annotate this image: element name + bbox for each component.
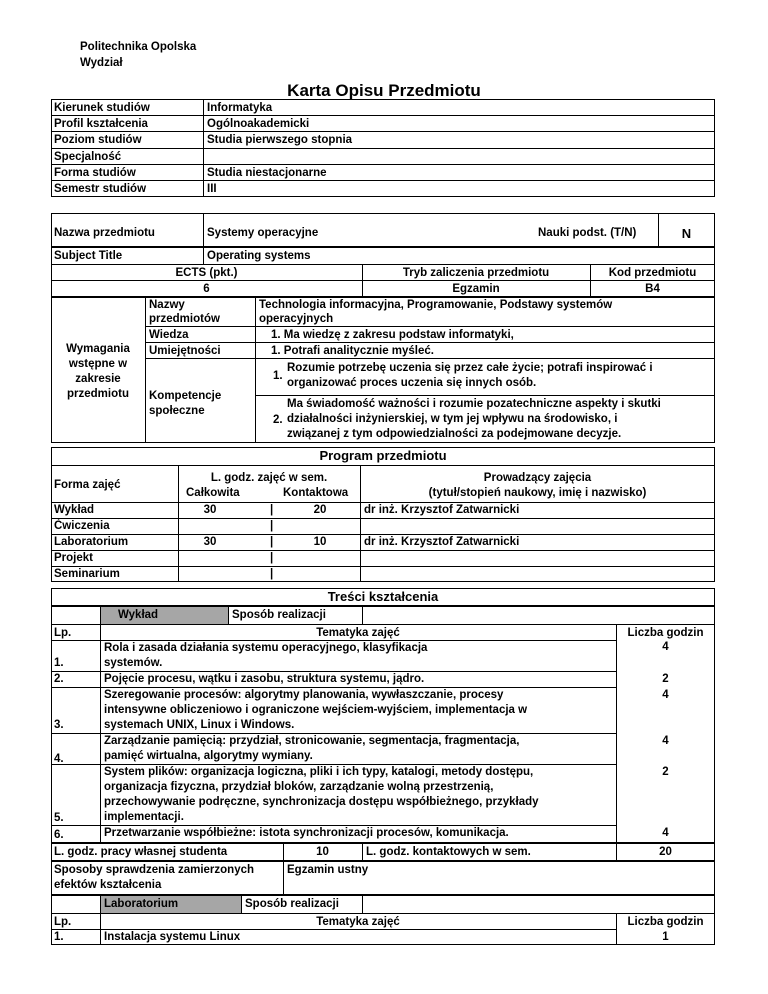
form-contact: 20 bbox=[313, 504, 327, 516]
form-name: Seminarium bbox=[54, 568, 120, 580]
nazwy-label: przedmiotów bbox=[149, 313, 220, 325]
topic-text: implementacji. bbox=[104, 811, 184, 823]
topic-text: intensywne obliczeniowo i ograniczone wejściem-wyjściem, implementacja w bbox=[104, 704, 528, 716]
topic-text: organizacja fizyczna, przydział bloków, zarządzanie wolną przestrzenią, bbox=[104, 781, 494, 793]
wlasna-label: L. godz. pracy własnej studenta bbox=[54, 846, 228, 858]
form-name: Laboratorium bbox=[54, 536, 129, 548]
separator: | bbox=[270, 536, 274, 548]
tryb-value: Egzamin bbox=[452, 283, 500, 295]
wlasna-value: 10 bbox=[316, 846, 329, 858]
tryb-label: Tryb zaliczenia przedmiotu bbox=[402, 267, 550, 279]
form-teacher: dr inż. Krzysztof Zatwarnicki bbox=[364, 536, 520, 548]
university-name: Politechnika Opolska bbox=[80, 41, 197, 53]
page-title: Karta Opisu Przedmiotu bbox=[287, 81, 481, 100]
course-name-label: Nazwa przedmiotu bbox=[54, 227, 155, 239]
form-name: Wykład bbox=[54, 504, 95, 516]
course-name: Systemy operacyjne bbox=[207, 227, 319, 239]
subject-title: Operating systems bbox=[207, 250, 311, 262]
lab-sposob-header: Sposób realizacji bbox=[245, 898, 339, 910]
lab-topic-hours: 1 bbox=[662, 931, 669, 943]
prowadzacy-sub: (tytuł/stopień naukowy, imię i nazwisko) bbox=[428, 487, 647, 499]
nauki-value: N bbox=[681, 226, 692, 241]
hours-label: L. godz. zajęć w sem. bbox=[210, 472, 328, 484]
info-label: Forma studiów bbox=[54, 167, 136, 179]
nazwy-value: Technologia informacyjna, Programowanie, Podstawy systemów bbox=[259, 299, 613, 311]
topic-num: 4. bbox=[54, 753, 64, 765]
info-value: Studia pierwszego stopnia bbox=[207, 134, 353, 146]
komp-num: 2. bbox=[273, 414, 283, 426]
kod-label: Kod przedmiotu bbox=[608, 267, 697, 279]
ects-value: 6 bbox=[203, 283, 210, 295]
forma-label: Forma zajęć bbox=[54, 479, 121, 491]
lab-topic-text: Instalacja systemu Linux bbox=[104, 931, 241, 943]
calkowita-label: Całkowita bbox=[186, 487, 240, 499]
kompetencje-label: Kompetencje bbox=[149, 390, 222, 402]
form-teacher: dr inż. Krzysztof Zatwarnicki bbox=[364, 504, 520, 516]
ects-label: ECTS (pkt.) bbox=[175, 267, 238, 279]
umiejetnosci-value: 1. Potrafi analitycznie myśleć. bbox=[271, 345, 434, 357]
prereq-label: przedmiotu bbox=[67, 388, 129, 400]
sposoby-value: Egzamin ustny bbox=[287, 864, 369, 876]
prowadzacy-label: Prowadzący zajęcia bbox=[483, 472, 592, 484]
nazwy-label: Nazwy bbox=[149, 299, 185, 311]
topic-num: 3. bbox=[54, 719, 64, 731]
sposob-header: Sposób realizacji bbox=[232, 609, 326, 621]
kompetencje-label: społeczne bbox=[149, 405, 205, 417]
liczba-header: Liczba godzin bbox=[627, 627, 704, 639]
topic-hours: 4 bbox=[662, 689, 669, 701]
prereq-label: wstępne w bbox=[68, 358, 128, 370]
topic-text: Zarządzanie pamięcią: przydział, stronicowanie, segmentacja, fragmentacja, bbox=[104, 735, 520, 747]
faculty-label: Wydział bbox=[80, 57, 123, 69]
komp-value: Rozumie potrzebę uczenia się przez całe życie; potrafi inspirować i bbox=[287, 362, 653, 374]
info-label: Profil kształcenia bbox=[54, 118, 148, 130]
komp-value: Ma świadomość ważności i rozumie pozatechniczne aspekty i skutki bbox=[287, 398, 661, 410]
topic-text: Szeregowanie procesów: algorytmy planowania, wywłaszczanie, procesy bbox=[104, 689, 504, 701]
wiedza-label: Wiedza bbox=[149, 329, 189, 341]
separator: | bbox=[270, 520, 274, 532]
sposoby-label: Sposoby sprawdzenia zamierzonych bbox=[54, 864, 255, 876]
nauki-label: Nauki podst. (T/N) bbox=[538, 227, 637, 239]
separator: | bbox=[270, 504, 274, 516]
wyklad-header: Wykład bbox=[118, 609, 159, 621]
lab-tematyka-header: Tematyka zajęć bbox=[316, 916, 400, 928]
separator: | bbox=[270, 568, 274, 580]
wiedza-value: 1. Ma wiedzę z zakresu podstaw informatyki, bbox=[271, 329, 514, 341]
info-label: Specjalność bbox=[54, 151, 122, 163]
topic-hours: 4 bbox=[662, 827, 669, 839]
topic-num: 1. bbox=[54, 657, 64, 669]
lab-lp-header: Lp. bbox=[54, 916, 72, 928]
topic-hours: 2 bbox=[662, 673, 669, 685]
kod-value: B4 bbox=[645, 283, 660, 295]
form-total: 30 bbox=[203, 536, 217, 548]
subject-title-label: Subject Title bbox=[54, 250, 123, 262]
info-value: Studia niestacjonarne bbox=[207, 167, 327, 179]
lab-header: Laboratorium bbox=[104, 898, 179, 910]
lp-header: Lp. bbox=[54, 627, 72, 639]
form-name: Projekt bbox=[54, 552, 93, 564]
info-label: Kierunek studiów bbox=[54, 102, 150, 114]
prereq-label: Wymagania bbox=[66, 343, 130, 355]
topic-text: systemów. bbox=[104, 657, 163, 669]
nazwy-value: operacyjnych bbox=[259, 313, 334, 325]
lab-liczba-header: Liczba godzin bbox=[627, 916, 704, 928]
prereq-label: zakresie bbox=[75, 373, 121, 385]
topic-hours: 2 bbox=[662, 766, 669, 778]
form-contact: 10 bbox=[313, 536, 327, 548]
separator: | bbox=[270, 552, 274, 564]
topic-hours: 4 bbox=[662, 641, 669, 653]
sposoby-label: efektów kształcenia bbox=[54, 879, 162, 891]
kontaktowa-label: Kontaktowa bbox=[283, 487, 349, 499]
umiejetnosci-label: Umiejętności bbox=[149, 345, 221, 357]
info-label: Poziom studiów bbox=[54, 134, 142, 146]
topic-num: 6. bbox=[54, 829, 64, 841]
topic-hours: 4 bbox=[662, 735, 669, 747]
topic-text: Przetwarzanie współbieżne: istota synchronizacji procesów, komunikacja. bbox=[104, 827, 509, 839]
kontakt-value: 20 bbox=[659, 846, 672, 858]
komp-value: organizować proces uczenia się innych osób. bbox=[287, 377, 537, 389]
topic-num: 2. bbox=[54, 673, 64, 685]
topic-text: pamięć wirtualna, algorytmy wymiany. bbox=[104, 750, 313, 762]
form-total: 30 bbox=[203, 504, 217, 516]
kontakt-label: L. godz. kontaktowych w sem. bbox=[366, 846, 531, 858]
komp-value: związanej z tym odpowiedzialności za podejmowane decyzje. bbox=[287, 428, 622, 440]
info-label: Semestr studiów bbox=[54, 183, 147, 195]
topic-text: Pojęcie procesu, wątku i zasobu, struktura systemu, jądro. bbox=[104, 673, 425, 685]
info-value: Ogólnoakademicki bbox=[207, 118, 310, 130]
form-name: Ćwiczenia bbox=[54, 520, 110, 532]
komp-num: 1. bbox=[273, 370, 283, 382]
komp-value: działalności inżynierskiej, w tym jej wpływu na środowisko, i bbox=[287, 413, 618, 425]
topic-text: Rola i zasada działania systemu operacyjnego, klasyfikacja bbox=[104, 642, 428, 654]
topic-text: systemach UNIX, Linux i Windows. bbox=[104, 719, 295, 731]
info-value: III bbox=[207, 183, 217, 195]
tematyka-header: Tematyka zajęć bbox=[316, 627, 400, 639]
program-title: Program przedmiotu bbox=[319, 448, 447, 463]
tresci-title: Treści kształcenia bbox=[327, 589, 439, 604]
topic-num: 5. bbox=[54, 812, 64, 824]
info-value: Informatyka bbox=[207, 102, 273, 114]
topic-text: przechowywanie podręczne, synchronizacja dostępu współbieżnego, przykłady bbox=[104, 796, 539, 808]
lab-topic-num: 1. bbox=[54, 931, 64, 943]
topic-text: System plików: organizacja logiczna, pliki i ich typy, katalogi, metody dostępu, bbox=[104, 766, 534, 778]
